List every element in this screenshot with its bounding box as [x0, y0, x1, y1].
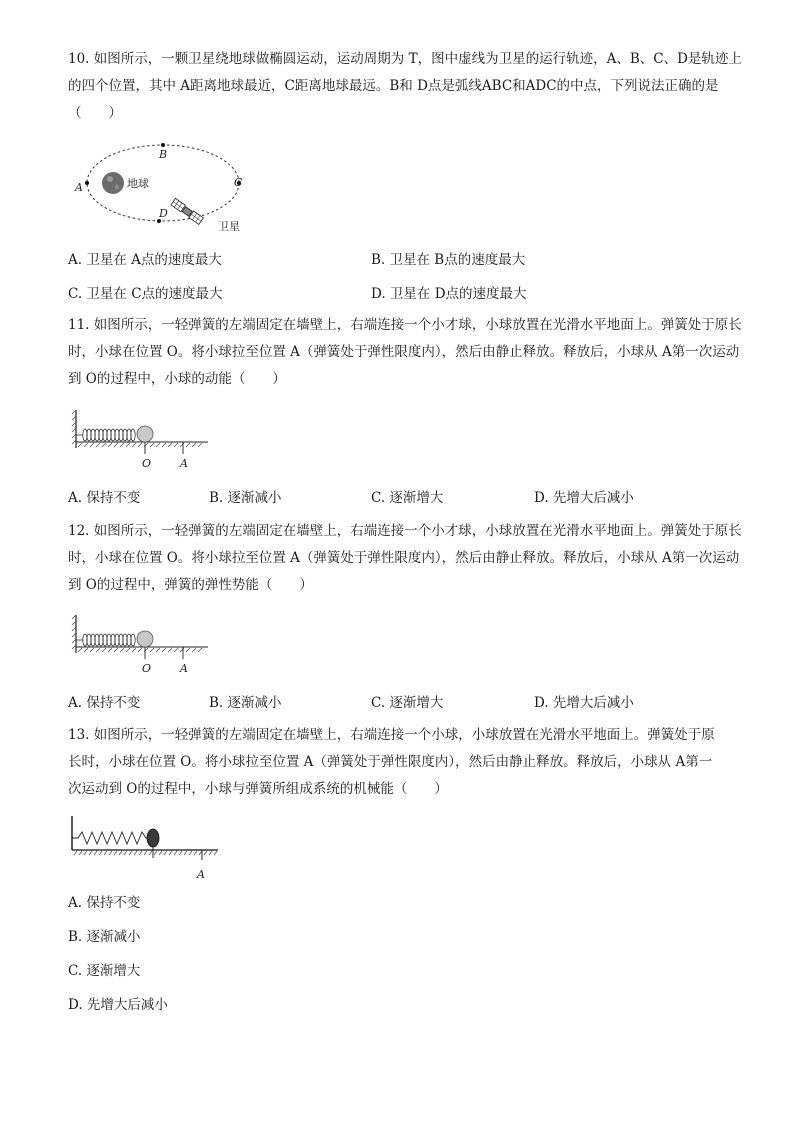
question-body: 如图所示，一颗卫星绕地球做椭圆运动，运动周期为 T，图中虚线为卫星的运行轨迹，A、B、C、D是轨迹上的四个位置，其中 A距离地球最近，C距离地球最远。B和 D点是弧线ABC和ADC的中点，下列说法正确的是（ ）	[68, 51, 742, 121]
option-d[interactable]: D. 先增大后减小	[534, 490, 634, 506]
question-number: 13.	[68, 727, 90, 743]
point-c-label: C	[234, 176, 243, 189]
option-a[interactable]: A. 保持不变	[68, 490, 141, 506]
question-11	[68, 312, 748, 393]
question-13	[68, 722, 718, 803]
question-body: 如图所示，一轻弹簧的左端固定在墙壁上，右端连接一个小才球，小球放置在光滑水平地面上。弹簧处于原长时，小球在位置 O。将小球拉至位置 A（弹簧处于弹性限度内），然后由静止释放。释放后，小球从 A第一次运动到 O的过程中，小球的动能（ ）	[68, 317, 742, 387]
label-a: A	[180, 457, 188, 470]
option-c[interactable]: C. 逐渐增大	[68, 963, 141, 979]
point-a-label: A	[75, 181, 83, 194]
option-d[interactable]: D. 卫星在 D点的速度最大	[371, 286, 527, 302]
label-o: O	[142, 457, 152, 470]
point-b-label: B	[159, 148, 168, 161]
option-d[interactable]: D. 先增大后减小	[534, 695, 634, 711]
option-b[interactable]: B. 逐渐减小	[68, 929, 141, 945]
option-b[interactable]: B. 逐渐减小	[209, 490, 282, 506]
label-o: O	[142, 662, 152, 675]
option-c[interactable]: C. 逐渐增大	[371, 695, 444, 711]
option-b[interactable]: B. 卫星在 B点的速度最大	[371, 252, 526, 268]
question-12	[68, 518, 748, 599]
question-number: 12.	[68, 523, 90, 539]
ball	[147, 829, 159, 847]
label-a: A	[180, 662, 188, 675]
ball	[137, 631, 153, 647]
label-a: A	[197, 868, 205, 881]
orbit-figure	[70, 134, 270, 238]
satellite-icon	[171, 198, 203, 224]
question-10	[68, 46, 748, 127]
earth-icon	[102, 172, 124, 194]
spring-figure-12	[70, 611, 215, 677]
spring-figure-13	[66, 812, 226, 884]
spring-figure-11	[70, 406, 215, 472]
option-a[interactable]: A. 保持不变	[68, 695, 141, 711]
option-d[interactable]: D. 先增大后减小	[68, 997, 168, 1013]
option-a[interactable]: A. 卫星在 A点的速度最大	[68, 252, 222, 268]
question-10-text	[68, 46, 748, 127]
satellite-label: 卫星	[218, 220, 240, 233]
question-number: 11.	[68, 317, 90, 333]
question-11-text	[68, 312, 748, 393]
point-d-label: D	[159, 207, 168, 220]
ball	[137, 426, 153, 442]
question-13-text	[68, 722, 718, 803]
option-a[interactable]: A. 保持不变	[68, 895, 141, 911]
question-body: 如图所示，一轻弹簧的左端固定在墙壁上，右端连接一个小球，小球放置在光滑水平地面上。弹簧处于原长时，小球在位置 O。将小球拉至位置 A（弹簧处于弹性限度内），然后由静止释放。释放后，小球从 A第一次运动到 O的过程中，小球与弹簧所组成系统的机械能（ ）	[68, 727, 715, 797]
option-b[interactable]: B. 逐渐减小	[209, 695, 282, 711]
question-12-text	[68, 518, 748, 599]
option-c[interactable]: C. 逐渐增大	[371, 490, 444, 506]
question-number: 10.	[68, 51, 90, 67]
option-c[interactable]: C. 卫星在 C点的速度最大	[68, 286, 223, 302]
earth-label: 地球	[127, 177, 149, 190]
question-body: 如图所示，一轻弹簧的左端固定在墙壁上，右端连接一个小才球，小球放置在光滑水平地面上。弹簧处于原长时，小球在位置 O。将小球拉至位置 A（弹簧处于弹性限度内），然后由静止释放。释放后，小球从 A第一次运动到 O的过程中，弹簧的弹性势能（ ）	[68, 523, 742, 593]
